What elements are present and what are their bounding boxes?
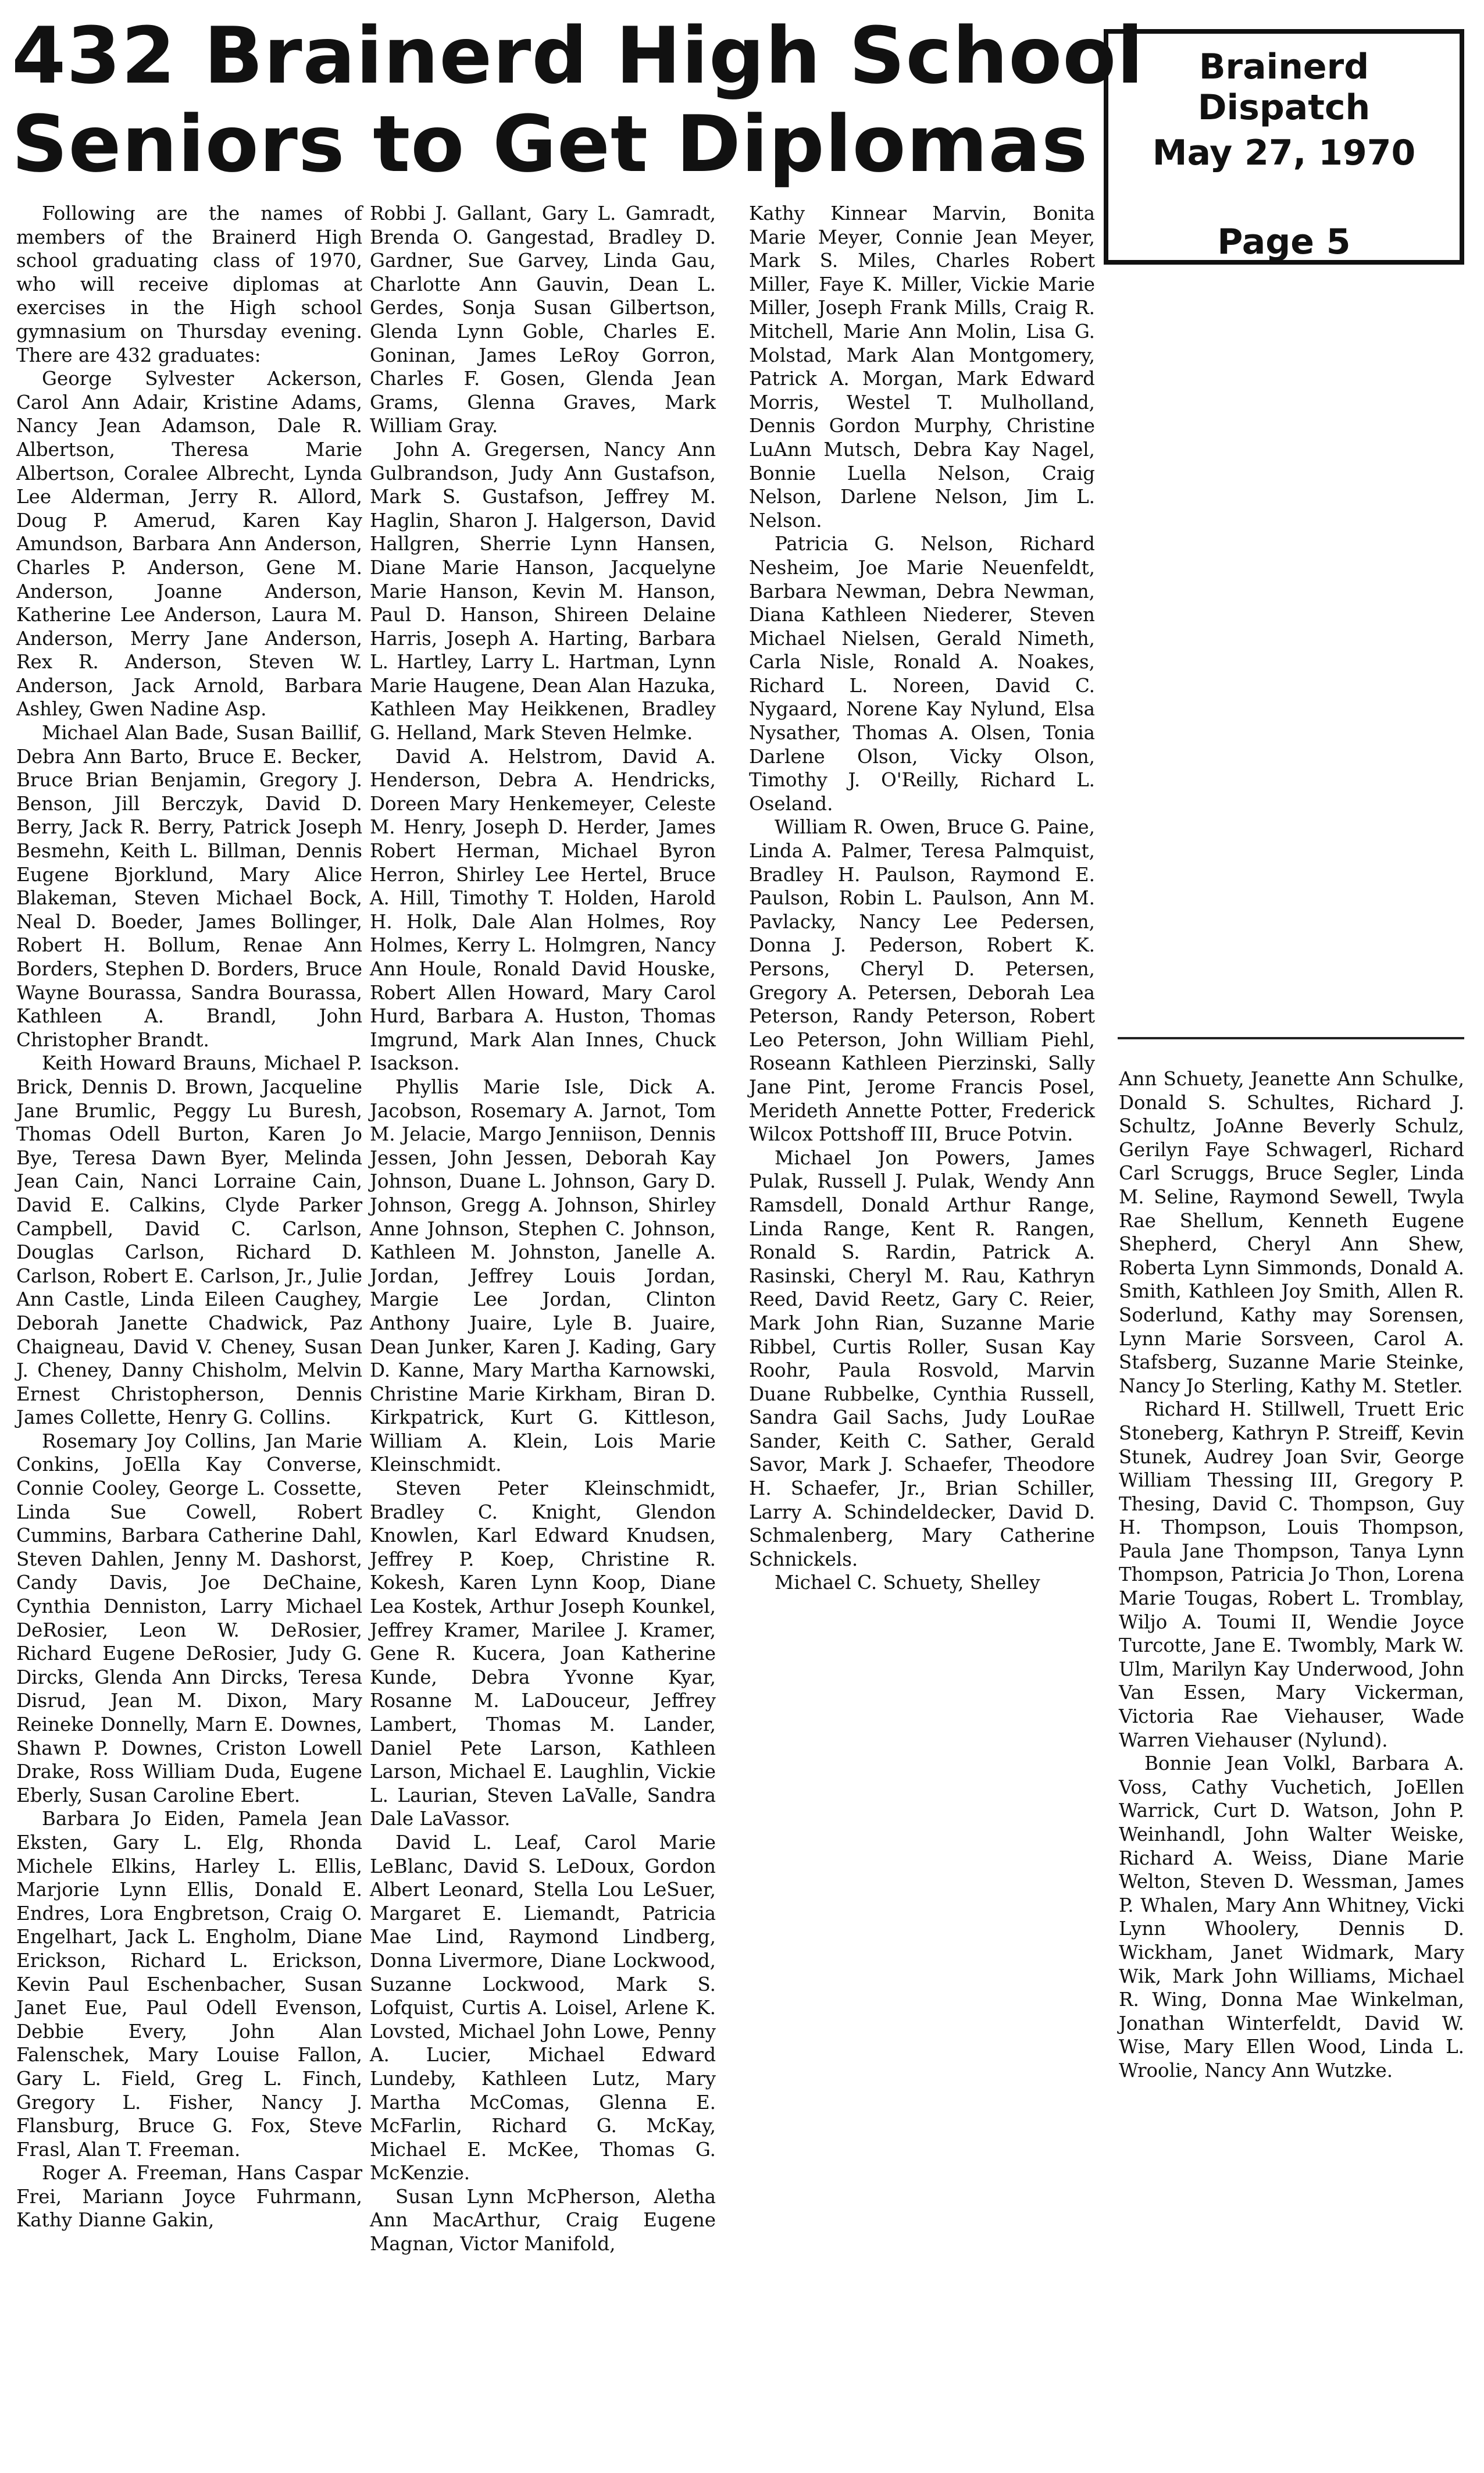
- headline: [12, 10, 1144, 190]
- article-column-1: [16, 202, 362, 2232]
- article-paragraph-continued: Ann Schuety, Jeanette Ann Schulke, Donald S. Schultes, Richard J. Schultz, JoAnne Beverly Schulz, Gerilyn Faye Schwagerl, Richard Carl Scruggs, Bruce Segler, Linda M. Seline, Raymond Sewell, Twyla Rae Shellum, Kenneth Eugene Shepherd, Cheryl Ann Shew, Roberta Lynn Simmonds, Donald A. Smith, Kathleen Joy Smith, Allen R. Soderlund, Kathy may Sorensen, Lynn Marie Sorsveen, Carol A. Stafsberg, Suzanne Marie Steinke, Nancy Jo Sterling, Kathy M. Stetler.: [1119, 1068, 1464, 1397]
- publication-info-box: [1104, 29, 1464, 265]
- article-paragraph-continued: Robbi J. Gallant, Gary L. Gamradt, Brenda O. Gangestad, Bradley D. Gardner, Sue Garvey, Linda Gau, Charlotte Ann Gauvin, Dean L. Gerdes, Sonja Susan Gilbertson, Glenda Lynn Goble, Charles E. Goninan, James LeRoy Gorron, Charles F. Gosen, Glenda Jean Grams, Glenna Graves, Mark William Gray.: [370, 202, 716, 437]
- article-paragraph: Following are the names of members of the Brainerd High school graduating class of 1970, who will receive diplomas at exercises in the High school gymnasium on Thursday evening. There are 432 graduates:: [16, 202, 362, 366]
- article-paragraph: Michael C. Schuety, Shelley: [775, 1572, 1040, 1594]
- article-paragraph: Michael Jon Powers, James Pulak, Russell J. Pulak, Wendy Ann Ramsdell, Donald Arthur Range, Linda Range, Kent R. Rangen, Ronald S. Rardin, Patrick A. Rasinski, Cheryl M. Rau, Kathryn Reed, David Reetz, Gary C. Reier, Mark John Rian, Suzanne Marie Ribbel, Curtis Roller, Susan Kay Roohr, Paula Rosvold, Marvin Duane Rubbelke, Cynthia Russell, Sandra Gail Sachs, Judy LouRae Sander, Keith C. Sather, Gerald Savor, Mark J. Schaefer, Theodore H. Schaefer, Jr., Brian Schiller, Larry A. Schindeldecker, David D. Schmalenberg, Mary Catherine Schnickels.: [749, 1146, 1095, 1570]
- headline-line-1: 432 Brainerd High School: [12, 10, 1144, 101]
- article-paragraph: Michael Alan Bade, Susan Baillif, Debra Ann Barto, Bruce E. Becker, Bruce Brian Benjamin, Gregory J. Benson, Jill Berczyk, David D. Berry, Jack R. Berry, Patrick Joseph Besmehn, Keith L. Billman, Dennis Eugene Bjorklund, Mary Alice Blakeman, Steven Michael Bock, Neal D. Boeder, James Bollinger, Robert H. Bollum, Renae Ann Borders, Stephen D. Borders, Bruce Wayne Bourassa, Sandra Bourassa, Kathleen A. Brandl, John Christopher Brandt.: [16, 722, 362, 1051]
- article-paragraph: Steven Peter Kleinschmidt, Bradley C. Knight, Glendon Knowlen, Karl Edward Knudsen, Jeffrey P. Koep, Christine R. Kokesh, Karen Lynn Koop, Diane Lea Kostek, Arthur Joseph Kounkel, Jeffrey Kramer, Marilee J. Kramer, Gene R. Kucera, Joan Katherine Kunde, Debra Yvonne Kyar, Rosanne M. LaDouceur, Jeffrey Lambert, Thomas M. Lander, Daniel Pete Larson, Kathleen Larson, Michael E. Laughlin, Vickie L. Laurian, Steven LaValle, Sandra Dale LaVassor.: [370, 1477, 716, 1830]
- article-paragraph: Phyllis Marie Isle, Dick A. Jacobson, Rosemary A. Jarnot, Tom M. Jelacie, Margo Jenniison, Dennis Jessen, John Jessen, Deborah Kay Johnson, Duane L. Johnson, Gary D. Johnson, Gregg A. Johnson, Shirley Anne Johnson, Stephen C. Johnson, Kathleen M. Johnston, Janelle A. Jordan, Jeffrey Louis Jordan, Margie Lee Jordan, Clinton Anthony Juaire, Lyle B. Juaire, Dean Junker, Karen J. Kading, Gary D. Kanne, Mary Martha Karnowski, Christine Marie Kirkham, Biran D. Kirkpatrick, Kurt G. Kittleson, William A. Klein, Lois Marie Kleinschmidt.: [370, 1075, 716, 1476]
- article-paragraph: David A. Helstrom, David A. Henderson, Debra A. Hendricks, Doreen Mary Henkemeyer, Celeste M. Henry, Joseph D. Herder, James Robert Herman, Michael Byron Herron, Shirley Lee Hertel, Bruce A. Hill, Timothy T. Holden, Harold H. Holk, Dale Alan Holmes, Roy Holmes, Kerry L. Holmgren, Nancy Ann Houle, Ronald David Houske, Robert Allen Howard, Mary Carol Hurd, Barbara A. Huston, Thomas Imgrund, Mark Alan Innes, Chuck Isackson.: [370, 745, 716, 1075]
- article-column-2: [370, 202, 716, 2256]
- article-paragraph-continued: Kathy Kinnear Marvin, Bonita Marie Meyer, Connie Jean Meyer, Mark S. Miles, Charles Robert Miller, Faye K. Miller, Vickie Marie Miller, Joseph Frank Mills, Craig R. Mitchell, Marie Ann Molin, Lisa G. Molstad, Mark Alan Montgomery, Patrick A. Morgan, Mark Edward Morris, Westel T. Mulholland, Dennis Gordon Murphy, Christine LuAnn Mutsch, Debra Kay Nagel, Bonnie Luella Nelson, Craig Nelson, Darlene Nelson, Jim L. Nelson.: [749, 202, 1095, 532]
- headline-line-2: Seniors to Get Diplomas: [12, 99, 1089, 190]
- article-paragraph: Roger A. Freeman, Hans Caspar Frei, Mariann Joyce Fuhrmann, Kathy Dianne Gakin,: [16, 2162, 362, 2232]
- article-column-4: [1119, 1067, 1464, 2083]
- publication-date: May 27, 1970: [1152, 133, 1416, 173]
- article-paragraph: Patricia G. Nelson, Richard Nesheim, Joe Marie Neuenfeldt, Barbara Newman, Debra Newman, Diana Kathleen Niederer, Steven Michael Nielsen, Gerald Nimeth, Carla Nisle, Ronald A. Noakes, Richard L. Noreen, David C. Nygaard, Norene Kay Nylund, Elsa Nysather, Thomas A. Olsen, Tonia Darlene Olson, Vicky Olson, Timothy J. O'Reilly, Richard L. Oseland.: [749, 533, 1095, 815]
- article-paragraph: John A. Gregersen, Nancy Ann Gulbrandson, Judy Ann Gustafson, Mark S. Gustafson, Jeffrey M. Haglin, Sharon J. Halgerson, David Hallgren, Sherrie Lynn Hansen, Diane Marie Hanson, Jacquelyne Marie Hanson, Kevin M. Hanson, Paul D. Hanson, Shireen Delaine Harris, Joseph A. Harting, Barbara L. Hartley, Larry L. Hartman, Lynn Marie Haugene, Dean Alan Hazuka, Kathleen May Heikkenen, Bradley G. Helland, Mark Steven Helmke.: [370, 438, 716, 744]
- article-paragraph: William R. Owen, Bruce G. Paine, Linda A. Palmer, Teresa Palmquist, Bradley H. Paulson, Raymond E. Paulson, Robin L. Paulson, Ann M. Pavlacky, Nancy Lee Pedersen, Donna J. Pederson, Robert K. Persons, Cheryl D. Petersen, Gregory A. Petersen, Deborah Lea Peterson, Randy Peterson, Robert Leo Peterson, John William Piehl, Roseann Kathleen Pierzinski, Sally Jane Pint, Jerome Francis Posel, Merideth Annette Potter, Frederick Wilcox Pottshoff III, Bruce Potvin.: [749, 816, 1095, 1146]
- article-paragraph: Rosemary Joy Collins, Jan Marie Conkins, JoElla Kay Converse, Connie Cooley, George L. Cossette, Linda Sue Cowell, Robert Cummins, Barbara Catherine Dahl, Steven Dahlen, Jenny M. Dashorst, Candy Davis, Joe DeChaine, Cynthia Denniston, Larry Michael DeRosier, Leon W. DeRosier, Richard Eugene DeRosier, Judy G. Dircks, Glenda Ann Dircks, Teresa Disrud, Jean M. Dixon, Mary Reineke Donnelly, Marn E. Downes, Shawn P. Downes, Criston Lowell Drake, Ross William Duda, Eugene Eberly, Susan Caroline Ebert.: [16, 1430, 362, 1806]
- article-paragraph: George Sylvester Ackerson, Carol Ann Adair, Kristine Adams, Nancy Jean Adamson, Dale R. Albertson, Theresa Marie Albertson, Coralee Albrecht, Lynda Lee Alderman, Jerry R. Allord, Doug P. Amerud, Karen Kay Amundson, Barbara Ann Anderson, Charles P. Anderson, Gene M. Anderson, Joanne Anderson, Katherine Lee Anderson, Laura M. Anderson, Merry Jane Anderson, Rex R. Anderson, Steven W. Anderson, Jack Arnold, Barbara Ashley, Gwen Nadine Asp.: [16, 368, 362, 721]
- article-paragraph: Bonnie Jean Volkl, Barbara A. Voss, Cathy Vuchetich, JoEllen Warrick, Curt D. Watson, John P. Weinhandl, John Walter Weiske, Richard A. Weiss, Diane Marie Welton, Steven D. Wessman, James P. Whalen, Mary Ann Whitney, Vicki Lynn Whoolery, Dennis D. Wickham, Janet Widmark, Mary Wik, Mark John Williams, Michael R. Wing, Donna Mae Winkelman, Jonathan Winterfeldt, David W. Wise, Mary Ellen Wood, Linda L. Wroolie, Nancy Ann Wutzke.: [1119, 1752, 1464, 2082]
- article-column-3: [749, 202, 1095, 1595]
- article-paragraph: Barbara Jo Eiden, Pamela Jean Eksten, Gary L. Elg, Rhonda Michele Elkins, Harley L. Ellis, Marjorie Lynn Ellis, Donald E. Endres, Lora Engbretson, Craig O. Engelhart, Jack L. Engholm, Diane Erickson, Richard L. Erickson, Kevin Paul Eschenbacher, Susan Janet Eue, Paul Odell Evenson, Debbie Every, John Alan Falenschek, Mary Louise Fallon, Gary L. Field, Greg L. Finch, Gregory L. Fisher, Nancy J. Flansburg, Bruce G. Fox, Steve Frasl, Alan T. Freeman.: [16, 1808, 362, 2161]
- article-paragraph: Susan Lynn McPherson, Aletha Ann MacArthur, Craig Eugene Magnan, Victor Manifold,: [370, 2185, 716, 2255]
- article-paragraph: Keith Howard Brauns, Michael P. Brick, Dennis D. Brown, Jacqueline Jane Brumlic, Peggy Lu Buresh, Thomas Odell Burton, Karen Jo Bye, Teresa Dawn Byer, Melinda Jean Cain, Nanci Lorraine Cain, David E. Calkins, Clyde Parker Campbell, David C. Carlson, Douglas Carlson, Richard D. Carlson, Robert E. Carlson, Jr., Julie Ann Castle, Linda Eileen Caughey, Deborah Janette Chadwick, Paz Chaigneau, David V. Cheney, Susan J. Cheney, Danny Chisholm, Melvin Ernest Christopherson, Dennis James Collette, Henry G. Collins.: [16, 1052, 362, 1429]
- publication-name: Brainerd Dispatch: [1197, 47, 1371, 128]
- article-paragraph: David L. Leaf, Carol Marie LeBlanc, David S. LeDoux, Gordon Albert Leonard, Stella Lou LeSuer, Margaret E. Liemandt, Patricia Mae Lind, Raymond Lindberg, Donna Livermore, Diane Lockwood, Suzanne Lockwood, Mark S. Lofquist, Curtis A. Loisel, Arlene K. Lovsted, Michael John Lowe, Penny A. Lucier, Michael Edward Lundeby, Kathleen Lutz, Mary Martha McComas, Glenna E. McFarlin, Richard G. McKay, Michael E. McKee, Thomas G. McKenzie.: [370, 1831, 716, 2185]
- column-divider-rule: [1118, 1037, 1464, 1039]
- page-number: Page 5: [1217, 222, 1351, 262]
- article-paragraph: Richard H. Stillwell, Truett Eric Stoneberg, Kathryn P. Streiff, Kevin Stunek, Audrey Joan Svir, George William Thessing III, Gregory P. Thesing, David C. Thompson, Guy H. Thompson, Louis Thompson, Paula Jane Thompson, Tanya Lynn Thompson, Patricia Jo Thon, Lorena Marie Tougas, Robert L. Tromblay, Wiljo A. Toumi II, Wendie Joyce Turcotte, Jane E. Twombly, Mark W. Ulm, Marilyn Kay Underwood, John Van Essen, Mary Vickerman, Victoria Rae Viehauser, Wade Warren Viehauser (Nylund).: [1119, 1398, 1464, 1751]
